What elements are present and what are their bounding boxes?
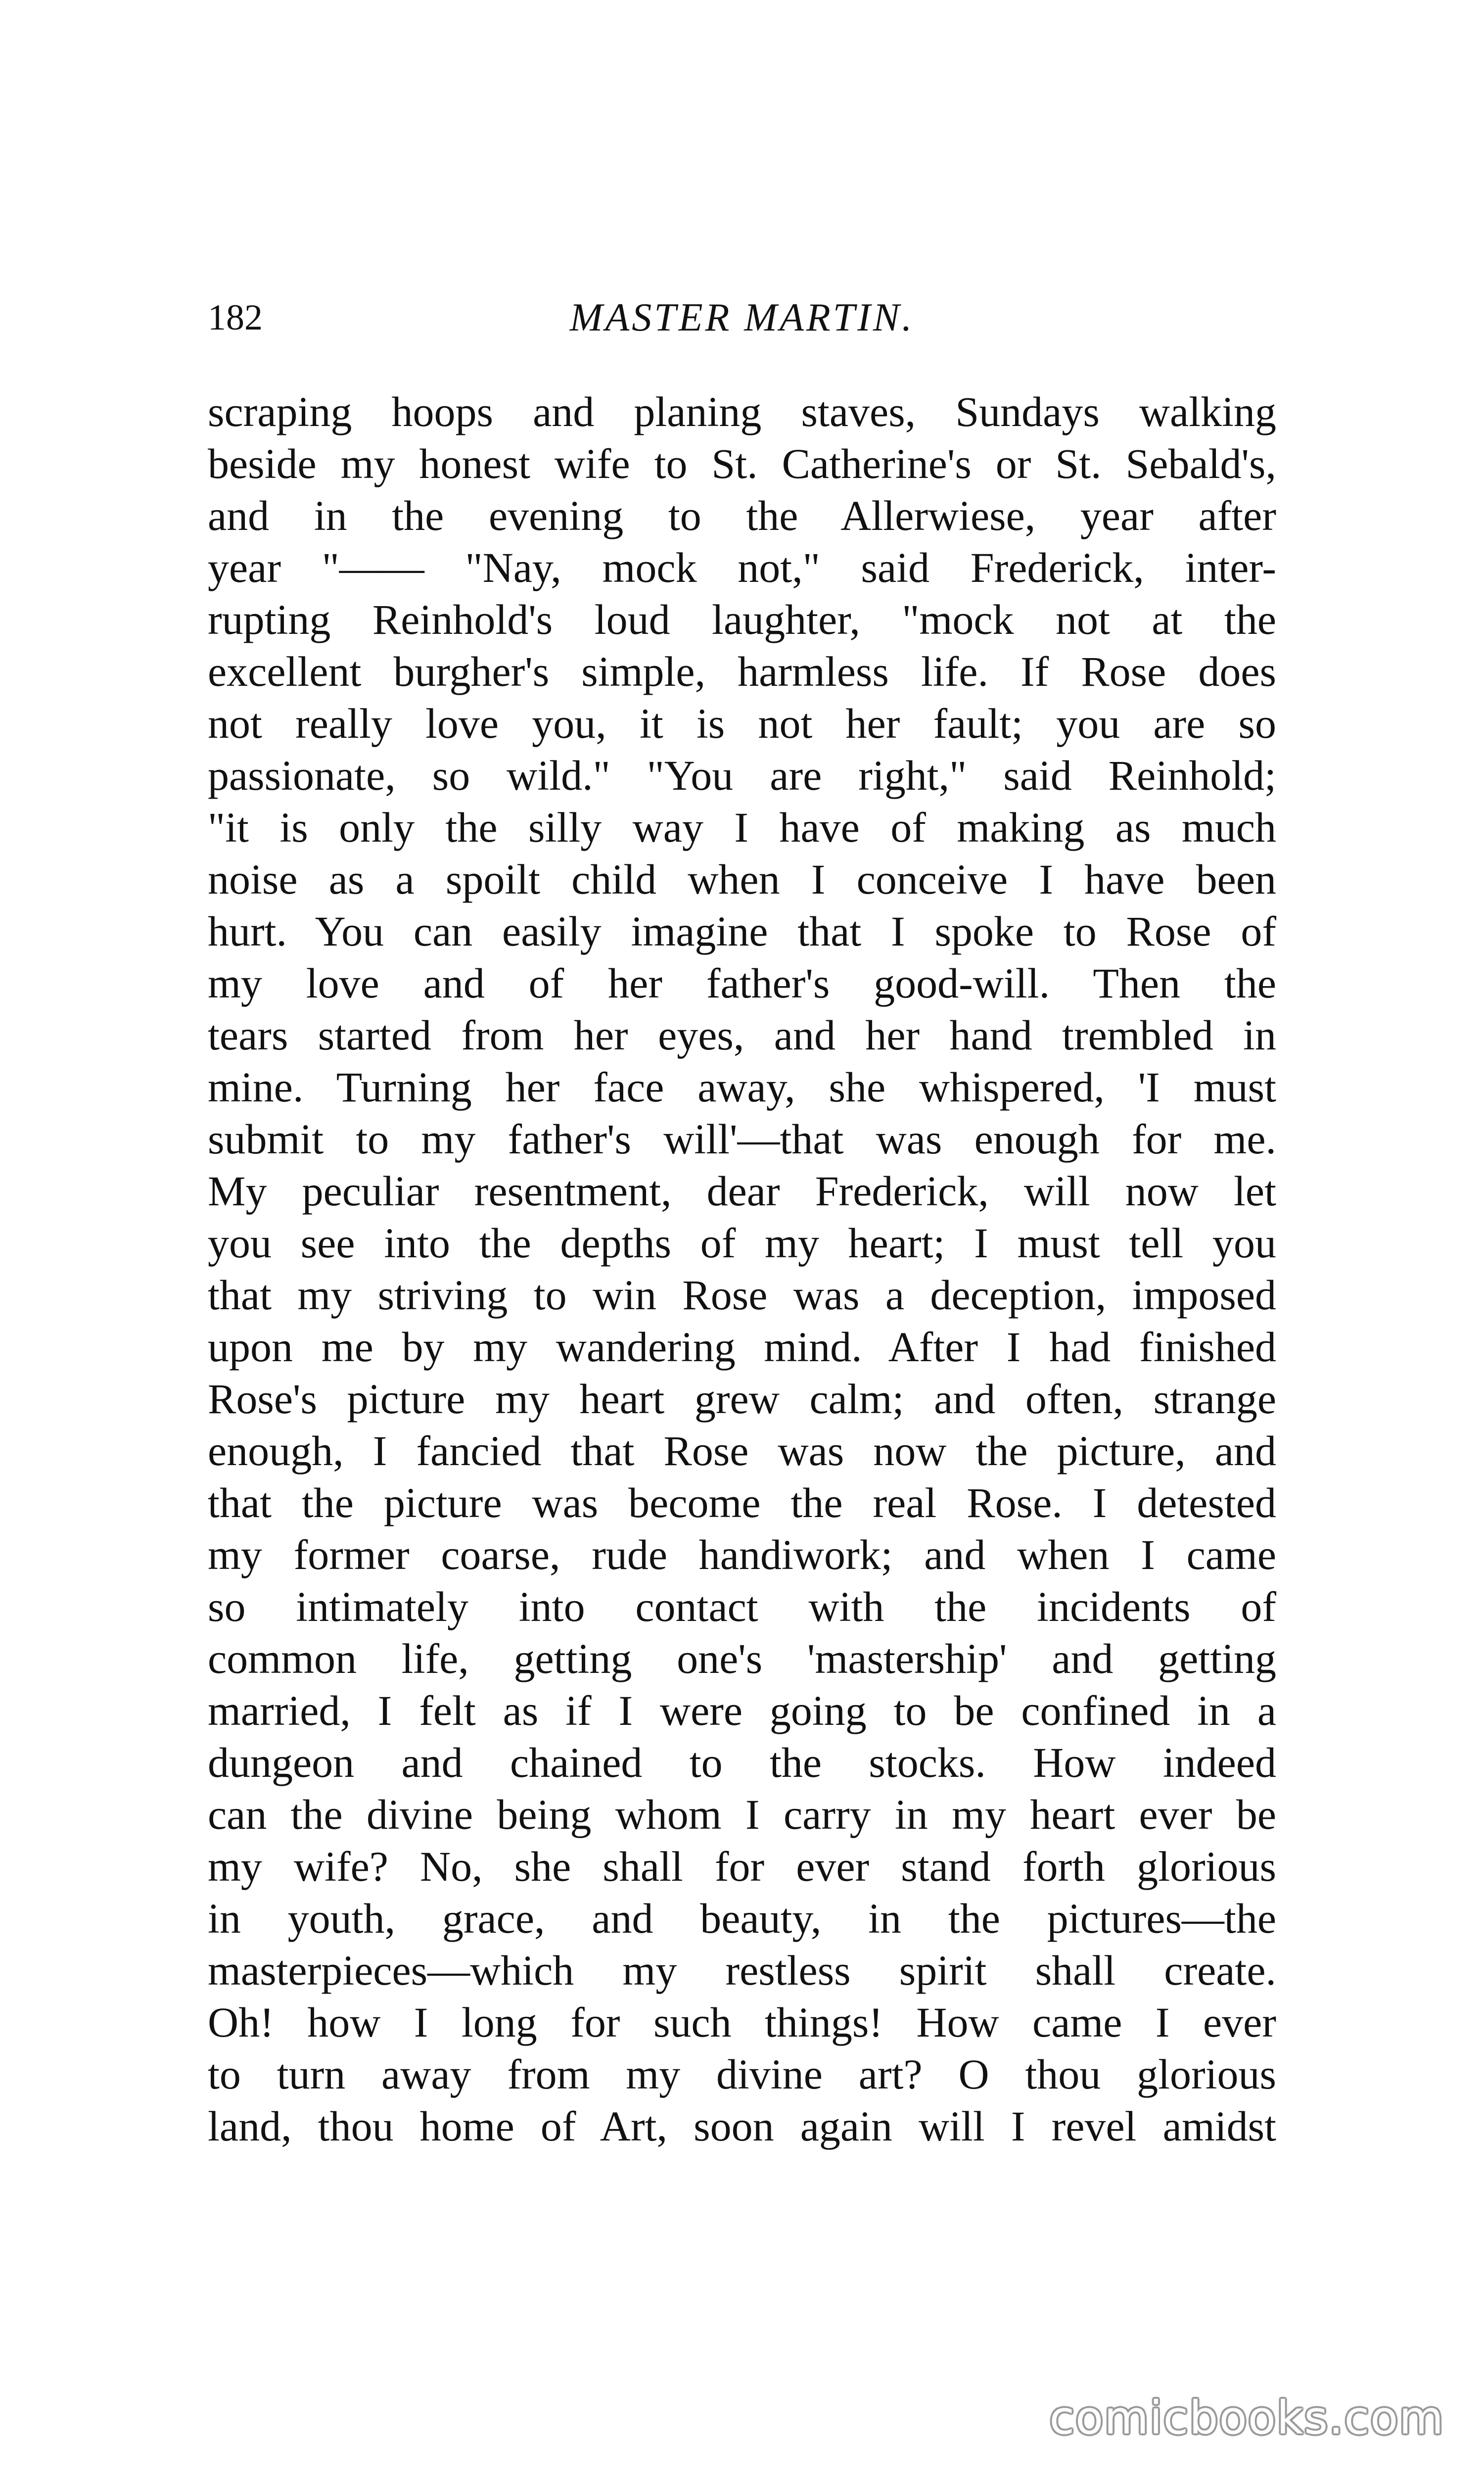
text-line: my wife? No, she shall for ever stand forth glorious (208, 1843, 1276, 1890)
text-line: to turn away from my divine art? O thou glorious (208, 2050, 1276, 2098)
text-line: scraping hoops and planing staves, Sundays walking (208, 388, 1276, 435)
text-line: mine. Turning her face away, she whispered, 'I must (208, 1063, 1276, 1111)
text-line: year "—— "Nay, mock not," said Frederick, inter- (208, 544, 1276, 591)
text-line: can the divine being whom I carry in my heart ever be (208, 1791, 1276, 1838)
text-line: my love and of her father's good-will. Then the (208, 959, 1276, 1007)
text-line: so intimately into contact with the incidents of (208, 1583, 1276, 1630)
text-line: excellent burgher's simple, harmless life. If Rose does (208, 648, 1276, 695)
text-line: not really love you, it is not her fault; you are so (208, 700, 1276, 747)
text-line: tears started from her eyes, and her hand trembled in (208, 1011, 1276, 1059)
text-line: and in the evening to the Allerwiese, year after (208, 492, 1276, 539)
text-line: married, I felt as if I were going to be confined in a (208, 1687, 1276, 1734)
page-number: 182 (208, 297, 263, 338)
text-line: you see into the depths of my heart; I must tell you (208, 1219, 1276, 1267)
text-line: enough, I fancied that Rose was now the picture, and (208, 1427, 1276, 1475)
watermark: comicbooks.com (1049, 2391, 1444, 2444)
text-line: hurt. You can easily imagine that I spoke to Rose of (208, 907, 1276, 955)
text-line: rupting Reinhold's loud laughter, "mock not at the (208, 596, 1276, 643)
running-title: MASTER MARTIN. (569, 296, 915, 339)
text-line: noise as a spoilt child when I conceive I have been (208, 856, 1276, 903)
text-line: "it is only the silly way I have of making as much (208, 804, 1276, 851)
text-line: that my striving to win Rose was a deception, imposed (208, 1271, 1276, 1319)
running-head (208, 288, 1276, 347)
text-line: that the picture was become the real Rose. I detested (208, 1479, 1276, 1526)
text-line: submit to my father's will'—that was enough for me. (208, 1115, 1276, 1163)
text-line: common life, getting one's 'mastership' and getting (208, 1635, 1276, 1682)
text-line: upon me by my wandering mind. After I had finished (208, 1323, 1276, 1371)
text-line: Rose's picture my heart grew calm; and often, strange (208, 1375, 1276, 1423)
body-text (208, 386, 1276, 2152)
text-line: in youth, grace, and beauty, in the pictures—the (208, 1895, 1276, 1942)
text-line: beside my honest wife to St. Catherine's or St. Sebald's, (208, 440, 1276, 487)
text-line: Oh! how I long for such things! How came I ever (208, 1998, 1276, 2046)
text-line: my former coarse, rude handiwork; and when I came (208, 1531, 1276, 1578)
text-line: My peculiar resentment, dear Frederick, will now let (208, 1167, 1276, 1215)
text-line: masterpieces—which my restless spirit shall create. (208, 1947, 1276, 1994)
text-line: passionate, so wild." "You are right," said Reinhold; (208, 752, 1276, 799)
text-line: land, thou home of Art, soon again will I revel amidst (208, 2102, 1276, 2150)
text-line: dungeon and chained to the stocks. How indeed (208, 1739, 1276, 1786)
